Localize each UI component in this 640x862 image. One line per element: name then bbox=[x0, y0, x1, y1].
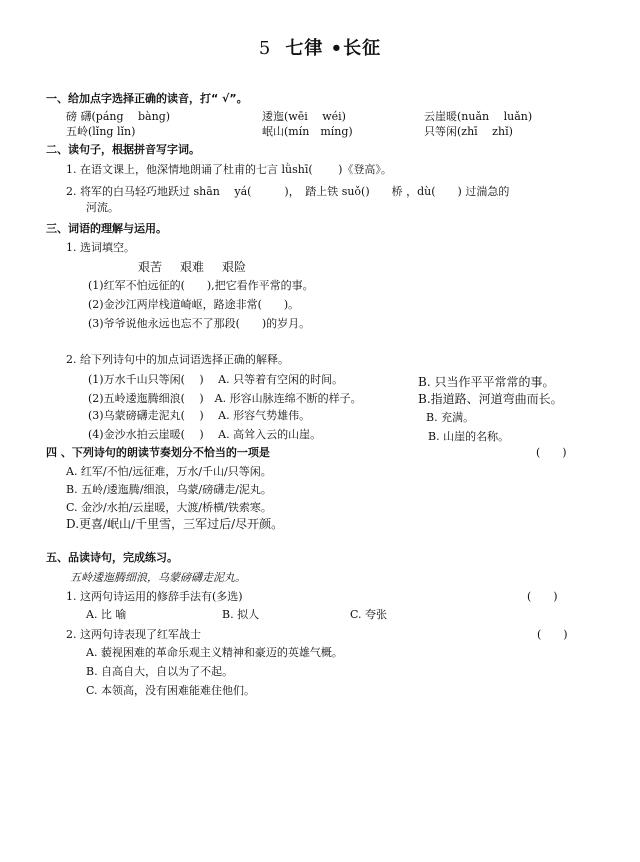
section-1-heading: 一、给加点字选择正确的读音，打“ √”。 bbox=[46, 92, 248, 105]
s5-question-1: 1. 这两句诗运用的修辞手法有(多选) bbox=[66, 590, 243, 603]
s1-item-3: 云崖暖(nuǎn luǎn) bbox=[424, 110, 533, 123]
s3-fill-2: (2)金沙江两岸栈道崎岖，路途非常( )。 bbox=[88, 298, 300, 311]
s5-poem-line: 五岭逶迤腾细浪，乌蒙磅礴走泥丸。 bbox=[70, 571, 246, 584]
s5-q2-bracket: ( ) bbox=[537, 628, 568, 641]
s4-option-c: C. 金沙/水拍/云崖暖，大渡/桥横/铁索寒。 bbox=[66, 501, 272, 514]
s3-row-4b: B. 山崖的名称。 bbox=[428, 430, 510, 443]
s3-row-3b: B. 充满。 bbox=[426, 411, 475, 424]
s4-option-b: B. 五岭/逶迤腾/细浪，乌蒙/磅礴走/泥丸。 bbox=[66, 483, 272, 496]
s2-question-2-cont: 河流。 bbox=[86, 201, 119, 214]
s5-q1-option-c: C. 夸张 bbox=[350, 608, 388, 621]
s3-row-4a: (4)金沙水拍云崖暖( ) A. 高耸入云的山崖。 bbox=[88, 428, 322, 441]
s5-q1-option-a: A. 比 喻 bbox=[86, 608, 127, 621]
s3-part-2: 2. 给下列诗句中的加点词语选择正确的解释。 bbox=[66, 353, 289, 366]
s4-option-a: A. 红军/不怕/远征难，万水/千山/只等闲。 bbox=[66, 465, 272, 478]
s4-answer-bracket: ( ) bbox=[536, 446, 567, 459]
s4-option-d: D.更喜/岷山/千里雪，三军过后/尽开颜。 bbox=[66, 517, 284, 531]
word-choice: 艰难 bbox=[180, 260, 205, 274]
s5-q1-bracket: ( ) bbox=[527, 590, 558, 603]
word-choice: 艰险 bbox=[222, 260, 247, 274]
section-5-heading: 五、品读诗句，完成练习。 bbox=[46, 551, 178, 564]
lesson-number: 5 bbox=[258, 38, 272, 59]
s3-row-2a: (2)五岭逶迤腾细浪( ) A. 形容山脉连绵不断的样子。 bbox=[88, 392, 362, 405]
s3-row-3a: (3)乌蒙磅礴走泥丸( ) A. 形容气势雄伟。 bbox=[88, 409, 311, 422]
s1-item-5: 岷山(mín míng) bbox=[262, 125, 353, 138]
page-title bbox=[0, 34, 640, 60]
s3-fill-3: (3)爷爷说他永远也忘不了那段( )的岁月。 bbox=[88, 317, 311, 330]
lesson-title: 七律 •长征 bbox=[285, 38, 382, 59]
s3-row-1b: B. 只当作平平常常的事。 bbox=[418, 375, 555, 389]
word-choices bbox=[138, 260, 264, 275]
s2-question-2: 2. 将军的白马轻巧地跃过 shān yá( )， 踏上铁 suǒ() 桥 ，dù( ) 过湍急的 bbox=[66, 185, 510, 198]
s3-part-1: 1. 选词填空。 bbox=[66, 241, 135, 254]
section-4-heading: 四 、下列诗句的朗读节奏划分不恰当的一项是 bbox=[46, 446, 270, 459]
s5-q2-option-c: C. 本领高，没有困难能难住他们。 bbox=[86, 684, 256, 697]
s1-item-2: 逶迤(wēi wéi) bbox=[262, 110, 346, 123]
s1-item-1: 磅 礴(páng bàng) bbox=[66, 110, 171, 123]
s3-row-1a: (1)万水千山只等闲( ) A. 只等着有空闲的时间。 bbox=[88, 373, 344, 386]
s1-item-4: 五岭(lǐng lǐn) bbox=[66, 125, 136, 138]
s5-q2-option-b: B. 自高自大，自以为了不起。 bbox=[86, 665, 234, 678]
s5-question-2: 2. 这两句诗表现了红军战士 bbox=[66, 628, 201, 641]
word-choice: 艰苦 bbox=[138, 260, 163, 274]
s3-row-2b: B.指道路、河道弯曲而长。 bbox=[418, 392, 563, 406]
s2-question-1: 1. 在语文课上，他深情地朗诵了杜甫的七言 lǜshī( )《登高》。 bbox=[66, 163, 392, 176]
s1-item-6: 只等闲(zhī zhǐ) bbox=[424, 125, 513, 138]
s3-fill-1: (1)红军不怕远征的( ),把它看作平常的事。 bbox=[88, 279, 314, 292]
section-3-heading: 三、词语的理解与运用。 bbox=[46, 222, 167, 235]
s5-q1-option-b: B. 拟人 bbox=[222, 608, 260, 621]
s5-q2-option-a: A. 藐视困难的革命乐观主义精神和豪迈的英雄气概。 bbox=[86, 646, 343, 659]
section-2-heading: 二、读句子，根据拼音写字词。 bbox=[46, 143, 200, 156]
